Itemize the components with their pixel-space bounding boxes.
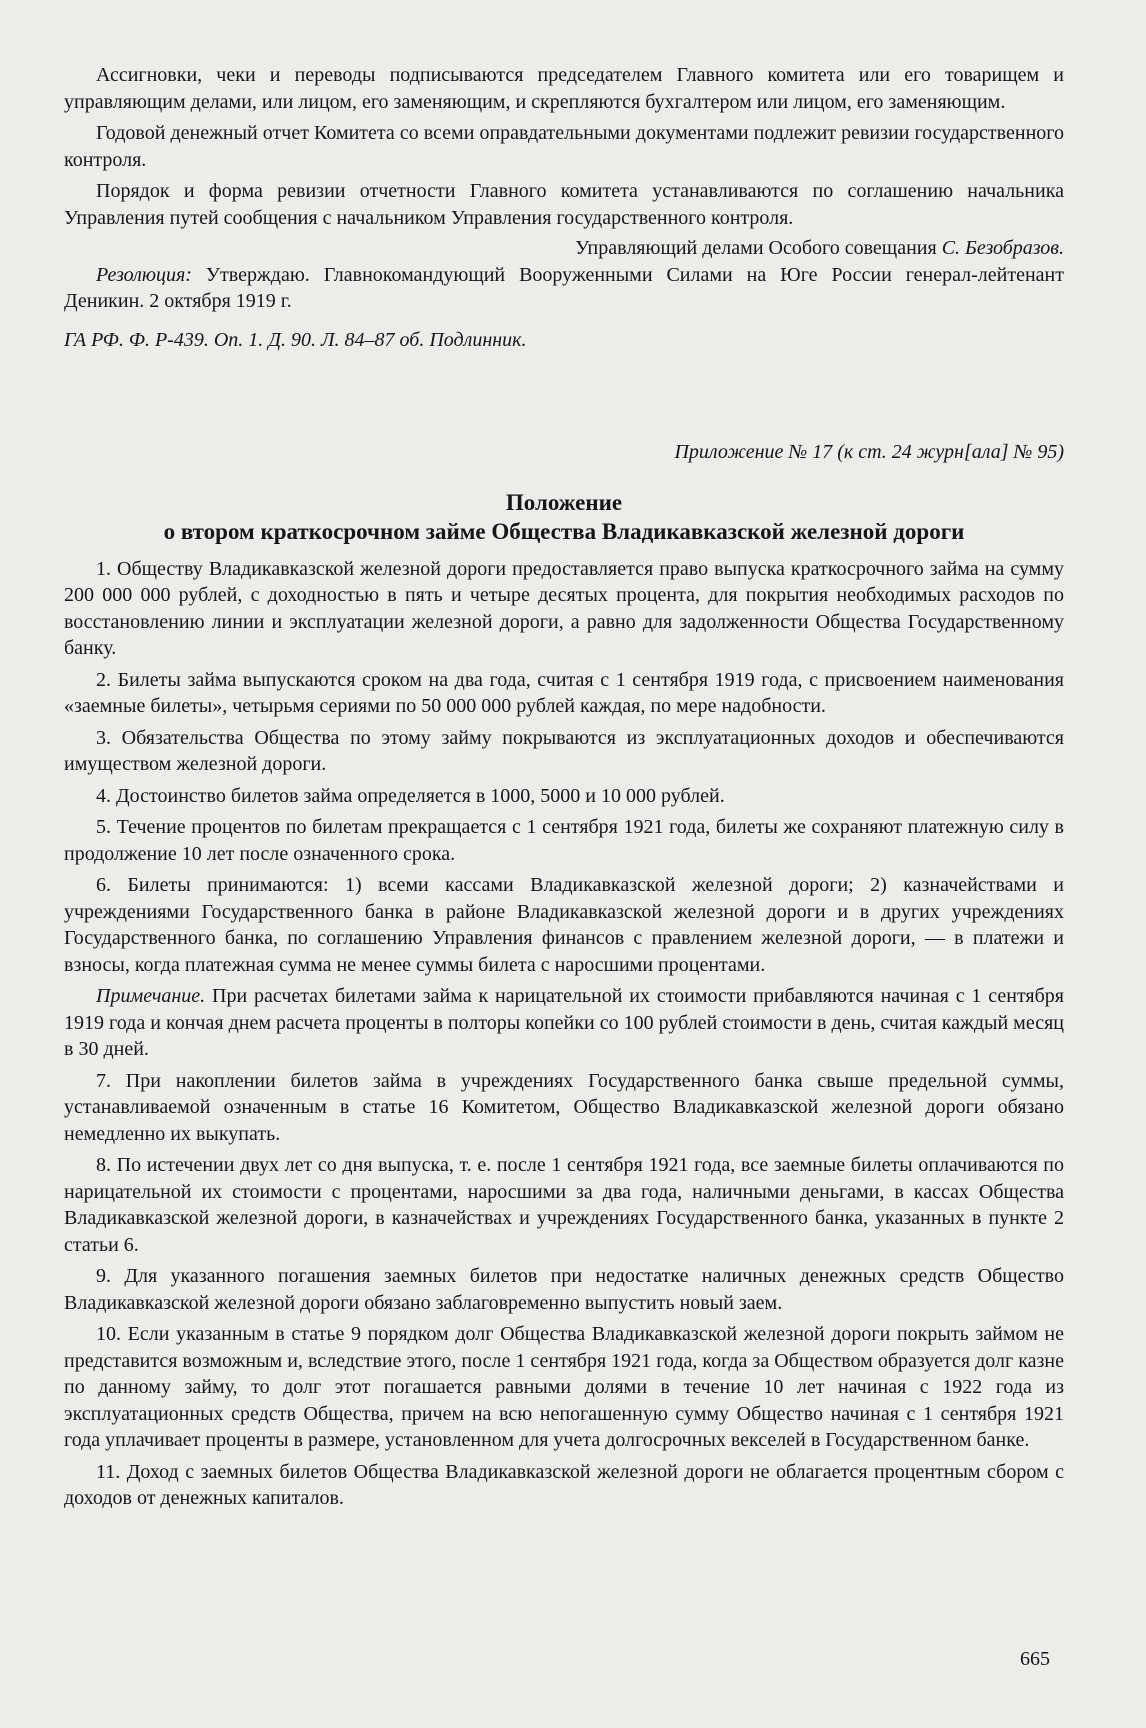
section-title: Положение [505,489,623,515]
item-11: 11. Доход с заемных билетов Общества Владикавказской железной дороги не облагается процентным сбором с доходов от денежных капиталов. [64,1460,1064,1509]
item-1: 1. Обществу Владикавказской железной дороги предоставляется право выпуска краткосрочного займа на сумму 200 000 000 рублей, с доходностью в пять и четыре десятых процента, для покрытия необходимых расходов по восстановлению линии и эксплуатации железной дороги, а равно для задолженности Общества Государственному банку. [64,557,1064,659]
signature-line [64,235,1064,262]
signature-role: Управляющий делами Особого совещания [575,237,942,259]
archive-reference: ГА РФ. Ф. Р-439. Оп. 1. Д. 90. Л. 84–87 об. Подлинник. [64,328,527,351]
resolution-label: Резолюция: [96,263,192,286]
note-text: При расчетах билетами займа к нарицательной их стоимости прибавляются начиная с 1 сентября 1919 года и кончая днем расчета проценты в полторы копейки со 100 рублей стоимости в день, считая каждый месяц в 30 дней. [64,985,1064,1060]
paragraph-audit-procedure: Порядок и форма ревизии отчетности Главного комитета устанавливаются по соглашению начальника Управления путей сообщения с начальником Управления государственного контроля. [64,180,1064,229]
section-subtitle: о втором краткосрочном займе Общества Владикавказской железной дороги [163,518,965,544]
note-label: Примечание. [96,985,206,1007]
item-7: 7. При накоплении билетов займа в учреждениях Государственного банка свыше предельной суммы, устанавливаемой означенным в статье 16 Комитетом, Общество Владикавказской железной дороги обязано немедленно их выкупать. [64,1069,1064,1145]
paragraph-annual-report: Годовой денежный отчет Комитета со всеми оправдательными документами подлежит ревизии государственного контроля. [64,122,1064,171]
item-9: 9. Для указанного погашения заемных билетов при недостатке наличных денежных средств Общество Владикавказской железной дороги обязано заблаговременно выпустить новый заем. [64,1265,1064,1314]
item-2: 2. Билеты займа выпускаются сроком на два года, считая с 1 сентября 1919 года, с присвоением наименования «заемные билеты», четырьмя сериями по 50 000 000 рублей каждая, по мере надобности. [64,668,1064,717]
resolution-paragraph [64,262,1064,315]
item-5: 5. Течение процентов по билетам прекращается с 1 сентября 1921 года, билеты же сохраняют платежную силу в продолжение 10 лет после означенного срока. [64,816,1064,865]
item-10: 10. Если указанным в статье 9 порядком долг Общества Владикавказской железной дороги покрыть займом не представится возможным и, вследствие этого, после 1 сентября 1921 года, когда за Обществом образуется долг казне по данному займу, то долг этот погашается равными долями в течение 10 лет начиная с 1922 года из эксплуатационных средств Общества, причем на всю непогашенную сумму Общество начиная с 1 сентября 1921 года уплачивает проценты в размере, установленном для учета долгосрочных векселей в Государственном банке. [64,1323,1064,1451]
appendix-reference: Приложение № 17 (к ст. 24 журн[ала] № 95) [674,441,1064,463]
item-6: 6. Билеты принимаются: 1) всеми кассами Владикавказской железной дороги; 2) казначействами и учреждениями Государственного банка в районе Владикавказской железной дороги и в других учреждениях Государственного банка, по соглашению Управления финансов с правлением железной дороги, — в платежи и взносы, когда платежная сумма не менее суммы билета с наросшими процентами. [64,874,1064,976]
signature-name: С. Безобразов. [941,237,1064,259]
item-4: 4. Достоинство билетов займа определяется в 1000, 5000 и 10 000 рублей. [96,784,725,807]
note-paragraph [64,983,1064,1063]
paragraph-signing: Ассигновки, чеки и переводы подписываются председателем Главного комитета или его товарищем и управляющим делами, или лицом, его заменяющим, и скрепляются бухгалтером или лицом, его заменяющим. [64,64,1064,113]
item-3: 3. Обязательства Общества по этому займу покрываются из эксплуатационных доходов и обеспечиваются имуществом железной дороги. [64,726,1064,775]
page-content [64,62,1064,1512]
page-number: 665 [1020,1648,1050,1670]
item-8: 8. По истечении двух лет со дня выпуска, т. е. после 1 сентября 1921 года, все заемные билеты оплачиваются по нарицательной их стоимости с процентами, наросшими за два года, наличными деньгами, в кассах Общества Владикавказской железной дороги, в казначействах и учреждениях Государственного банка, указанных в пункте 2 статьи 6. [64,1154,1064,1256]
resolution-text: Утверждаю. Главнокомандующий Вооруженными Силами на Юге России генерал-лейтенант Деникин. 2 октября 1919 г. [64,263,1064,312]
